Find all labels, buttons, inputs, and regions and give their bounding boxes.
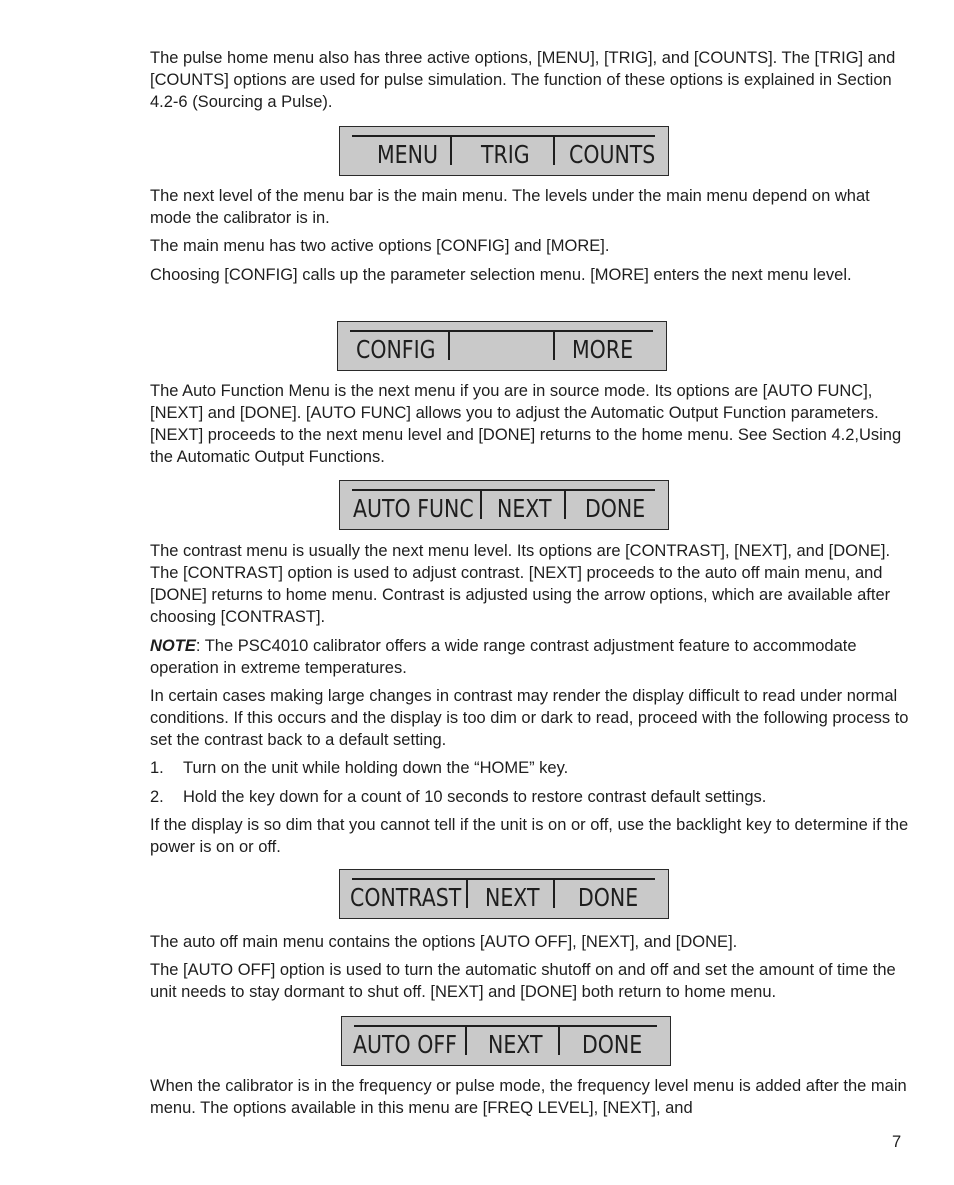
page-number: 7 [892,1133,902,1151]
lcd-option-contrast: CONTRAST [350,883,462,912]
lcd-option-auto-off: AUTO OFF [353,1030,457,1059]
paragraph-config: Choosing [CONFIG] calls up the parameter selection menu. [MORE] enters the next menu level. [150,266,852,284]
lcd-auto-function-menu [339,480,669,530]
lcd-pulse-home-menu [339,126,669,176]
paragraph-auto-function: The Auto Function Menu is the next menu if you are in source mode. Its options are [AUTO FUNC], [NEXT] and [DONE]. [AUTO FUNC] allows you to adjust the Automatic Output Function parameters. [NEXT] proceeds to the next menu level and [DONE] returns to the home menu. See Section 4.2,Using the Automatic Output Functions. [150,382,902,466]
lcd-option-next: NEXT [488,1030,543,1059]
lcd-option-more: MORE [572,335,634,364]
paragraph-auto-off-option: The [AUTO OFF] option is used to turn the automatic shutoff on and off and set the amount of time the unit needs to stay dormant to shut off. [NEXT] and [DONE] both return to home menu. [150,961,896,1001]
paragraph-auto-off-menu: The auto off main menu contains the options [AUTO OFF], [NEXT], and [DONE]. [150,933,738,951]
lcd-option-counts: COUNTS [569,140,656,169]
lcd-option-auto-func: AUTO FUNC [353,494,474,523]
paragraph-note [150,635,910,679]
paragraph-contrast-menu: The contrast menu is usually the next menu level. Its options are [CONTRAST], [NEXT], and [DONE]. The [CONTRAST] option is used to adjust contrast. [NEXT] proceeds to the auto off main menu, and [DONE] returns to home menu. Contrast is adjusted using the arrow options, which are available after choosing [CONTRAST]. [150,542,891,626]
paragraph-pulse-home: The pulse home menu also has three active options, [MENU], [TRIG], and [COUNTS]. The [TRIG] and [COUNTS] options are used for pulse simulation. The function of these options is explained in Section 4.2-6 (Sourcing a Pulse). [150,49,896,111]
lcd-option-done: DONE [585,494,646,523]
paragraph-main-menu-levels: The next level of the menu bar is the main menu. The levels under the main menu depend on what mode the calibrator is in. [150,187,870,227]
paragraph-main-menu-options: The main menu has two active options [CONFIG] and [MORE]. [150,237,610,255]
lcd-contrast-menu [339,869,669,919]
lcd-option-next: NEXT [497,494,552,523]
lcd-option-config: CONFIG [356,335,436,364]
paragraph-contrast-warning: In certain cases making large changes in contrast may render the display difficult to read under normal conditions. If this occurs and the display is too dim or dark to read, proceed with the following process to set the contrast back to a default setting. [150,687,909,749]
lcd-option-done: DONE [582,1030,643,1059]
lcd-option-next: NEXT [485,883,540,912]
lcd-option-menu: MENU [377,140,438,169]
note-label: NOTE [150,637,196,655]
lcd-main-menu [337,321,667,371]
paragraph-frequency-level: When the calibrator is in the frequency or pulse mode, the frequency level menu is added after the main menu. The options available in this menu are [FREQ LEVEL], [NEXT], and [150,1077,907,1117]
paragraph-backlight: If the display is so dim that you cannot tell if the unit is on or off, use the backlight key to determine if the power is on or off. [150,816,909,856]
note-text: : The PSC4010 calibrator offers a wide range contrast adjustment feature to accommodate operation in extreme temperatures. [150,637,857,677]
lcd-auto-off-menu [341,1016,671,1066]
lcd-option-trig: TRIG [481,140,530,169]
lcd-option-done: DONE [578,883,639,912]
